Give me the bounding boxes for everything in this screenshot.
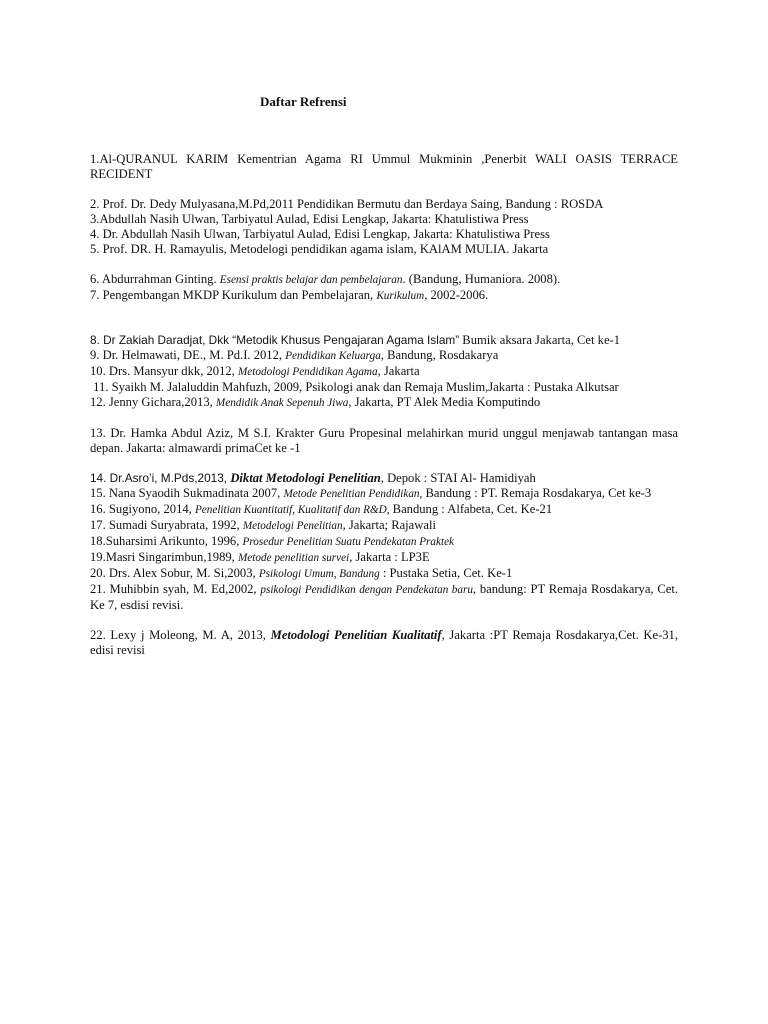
- reference-author: 21. Muhibbin syah, M. Ed,2002,: [90, 582, 261, 596]
- reference-author: 10. Drs. Mansyur dkk, 2012,: [90, 364, 238, 378]
- reference-book-title: Penelitian Kuantitatif, Kualitatif dan R&D,: [194, 504, 390, 516]
- reference-publisher: , Jakarta, PT Alek Media Komputindo: [348, 395, 541, 409]
- reference-book-title: Mendidik Anak Sepenuh Jiwa: [215, 397, 349, 409]
- reference-list: [90, 152, 678, 658]
- reference-item-13: 13. Dr. Hamka Abdul Aziz, M S.I. Krakter Guru Propesinal melahirkan murid unggul menjawab tantangan masa depan. Jakarta: almawardi primaCet ke -1: [90, 426, 678, 455]
- reference-author: 15. Nana Syaodih Sukmadinata 2007,: [90, 486, 284, 500]
- reference-publisher: , Jakarta: [377, 364, 420, 378]
- reference-author: 6. Abdurrahman Ginting.: [90, 272, 220, 286]
- reference-book-title: psikologi Pendidikan dengan Pendekatan baru: [260, 584, 473, 596]
- reference-author: 17. Sumadi Suryabrata, 1992,: [90, 518, 243, 532]
- reference-author: 18.Suharsimi Arikunto, 1996,: [90, 534, 243, 548]
- reference-book-title: Esensi praktis belajar dan pembelajaran: [219, 274, 403, 286]
- reference-item-10: [90, 364, 678, 380]
- reference-publisher: , bandung: PT Remaja Rosdakarya, Cet. Ke 7, esdisi revisi.: [90, 582, 678, 612]
- reference-author: 7. Pengembangan MKDP Kurikulum dan Pembelajaran,: [90, 288, 377, 302]
- reference-item-20: [90, 566, 678, 582]
- reference-publisher: Bumik aksara Jakarta, Cet ke-1: [459, 333, 621, 347]
- reference-author: 19.Masri Singarimbun,1989,: [90, 550, 238, 564]
- reference-author-title: 8. Dr Zakiah Daradjat, Dkk “Metodik Khusus Pengajaran Agama Islam”: [90, 333, 460, 347]
- reference-publisher: , Jakarta : LP3E: [349, 550, 430, 564]
- reference-item-5: 5. Prof. DR. H. Ramayulis, Metodelogi pendidikan agama islam, KAlAM MULIA. Jakarta: [90, 242, 549, 256]
- reference-author: 22. Lexy j Moleong, M. A, 2013,: [90, 628, 271, 642]
- reference-book-title: Metode Penelitian Pendidikan,: [283, 488, 423, 500]
- reference-author: 20. Drs. Alex Sobur, M. Si,2003,: [90, 566, 259, 580]
- reference-publisher: , Depok : STAI Al- Hamidiyah: [380, 471, 536, 485]
- reference-item-12: [90, 395, 678, 411]
- reference-item-19: [90, 550, 678, 566]
- reference-item-8: [90, 333, 678, 348]
- reference-item-4: 4. Dr. Abdullah Nasih Ulwan, Tarbiyatul Aulad, Edisi Lengkap, Jakarta: Khatulistiwa Press: [90, 227, 550, 241]
- reference-item-21: [90, 582, 678, 613]
- reference-publisher: , 2002-2006.: [424, 288, 489, 302]
- reference-item-6: [90, 272, 678, 288]
- page-title: Daftar Refrensi: [260, 94, 347, 109]
- reference-book-title: Diktat Metodologi Penelitian: [230, 471, 381, 485]
- reference-author: 12. Jenny Gichara,2013,: [90, 395, 216, 409]
- reference-item-17: [90, 518, 678, 534]
- reference-item-3: 3.Abdullah Nasih Ulwan, Tarbiyatul Aulad, Edisi Lengkap, Jakarta: Khatulistiwa Press: [90, 212, 529, 226]
- reference-item-18: [90, 534, 678, 550]
- reference-author: 16. Sugiyono, 2014,: [90, 502, 195, 516]
- reference-publisher: , Jakarta; Rajawali: [342, 518, 436, 532]
- reference-publisher: , Jakarta :PT Remaja Rosdakarya,Cet. Ke-31, edisi revisi: [90, 628, 679, 657]
- reference-publisher: . (Bandung, Humaniora. 2008).: [402, 272, 561, 286]
- reference-book-title: Psikologi Umum, Bandung: [258, 568, 380, 580]
- reference-book-title: Metodologi Penelitian Kualitatif: [270, 628, 442, 642]
- reference-book-title: Kurikulum: [376, 290, 425, 302]
- reference-item-11: 11. Syaikh M. Jalaluddin Mahfuzh, 2009, Psikologi anak dan Remaja Muslim,Jakarta : Pustaka Alkutsar: [90, 380, 619, 394]
- reference-item-14: [90, 471, 678, 486]
- reference-item-22: [90, 628, 678, 658]
- reference-item-2: 2. Prof. Dr. Dedy Mulyasana,M.Pd,2011 Pendidikan Bermutu dan Berdaya Saing, Bandung : ROSDA: [90, 197, 604, 211]
- reference-book-title: Metode penelitian survei: [237, 552, 350, 564]
- reference-item-15: [90, 486, 678, 502]
- reference-item-16: [90, 502, 678, 518]
- reference-item-7: [90, 288, 678, 304]
- reference-publisher: , Bandung, Rosdakarya: [380, 348, 499, 362]
- reference-publisher: : Pustaka Setia, Cet. Ke-1: [379, 566, 513, 580]
- reference-book-title: Prosedur Penelitian Suatu Pendekatan Praktek: [242, 536, 455, 548]
- reference-book-title: Metodologi Pendidikan Agama: [237, 366, 378, 378]
- reference-item-9: [90, 348, 678, 364]
- reference-book-title: Pendidikan Keluarga: [285, 350, 381, 362]
- reference-publisher: Bandung : PT. Remaja Rosdakarya, Cet ke-3: [422, 486, 652, 500]
- reference-author: 14. Dr.Asro’i, M.Pds,2013,: [90, 471, 231, 485]
- reference-author: 9. Dr. Helmawati, DE., M. Pd.I. 2012,: [90, 348, 286, 362]
- reference-book-title: Metodelogi Penelitian: [242, 520, 343, 532]
- reference-publisher: Bandung : Alfabeta, Cet. Ke-21: [389, 502, 553, 516]
- reference-item-1: 1.Al-QURANUL KARIM Kementrian Agama RI Ummul Mukminin ,Penerbit WALI OASIS TERRACE RECIDENT: [90, 152, 678, 181]
